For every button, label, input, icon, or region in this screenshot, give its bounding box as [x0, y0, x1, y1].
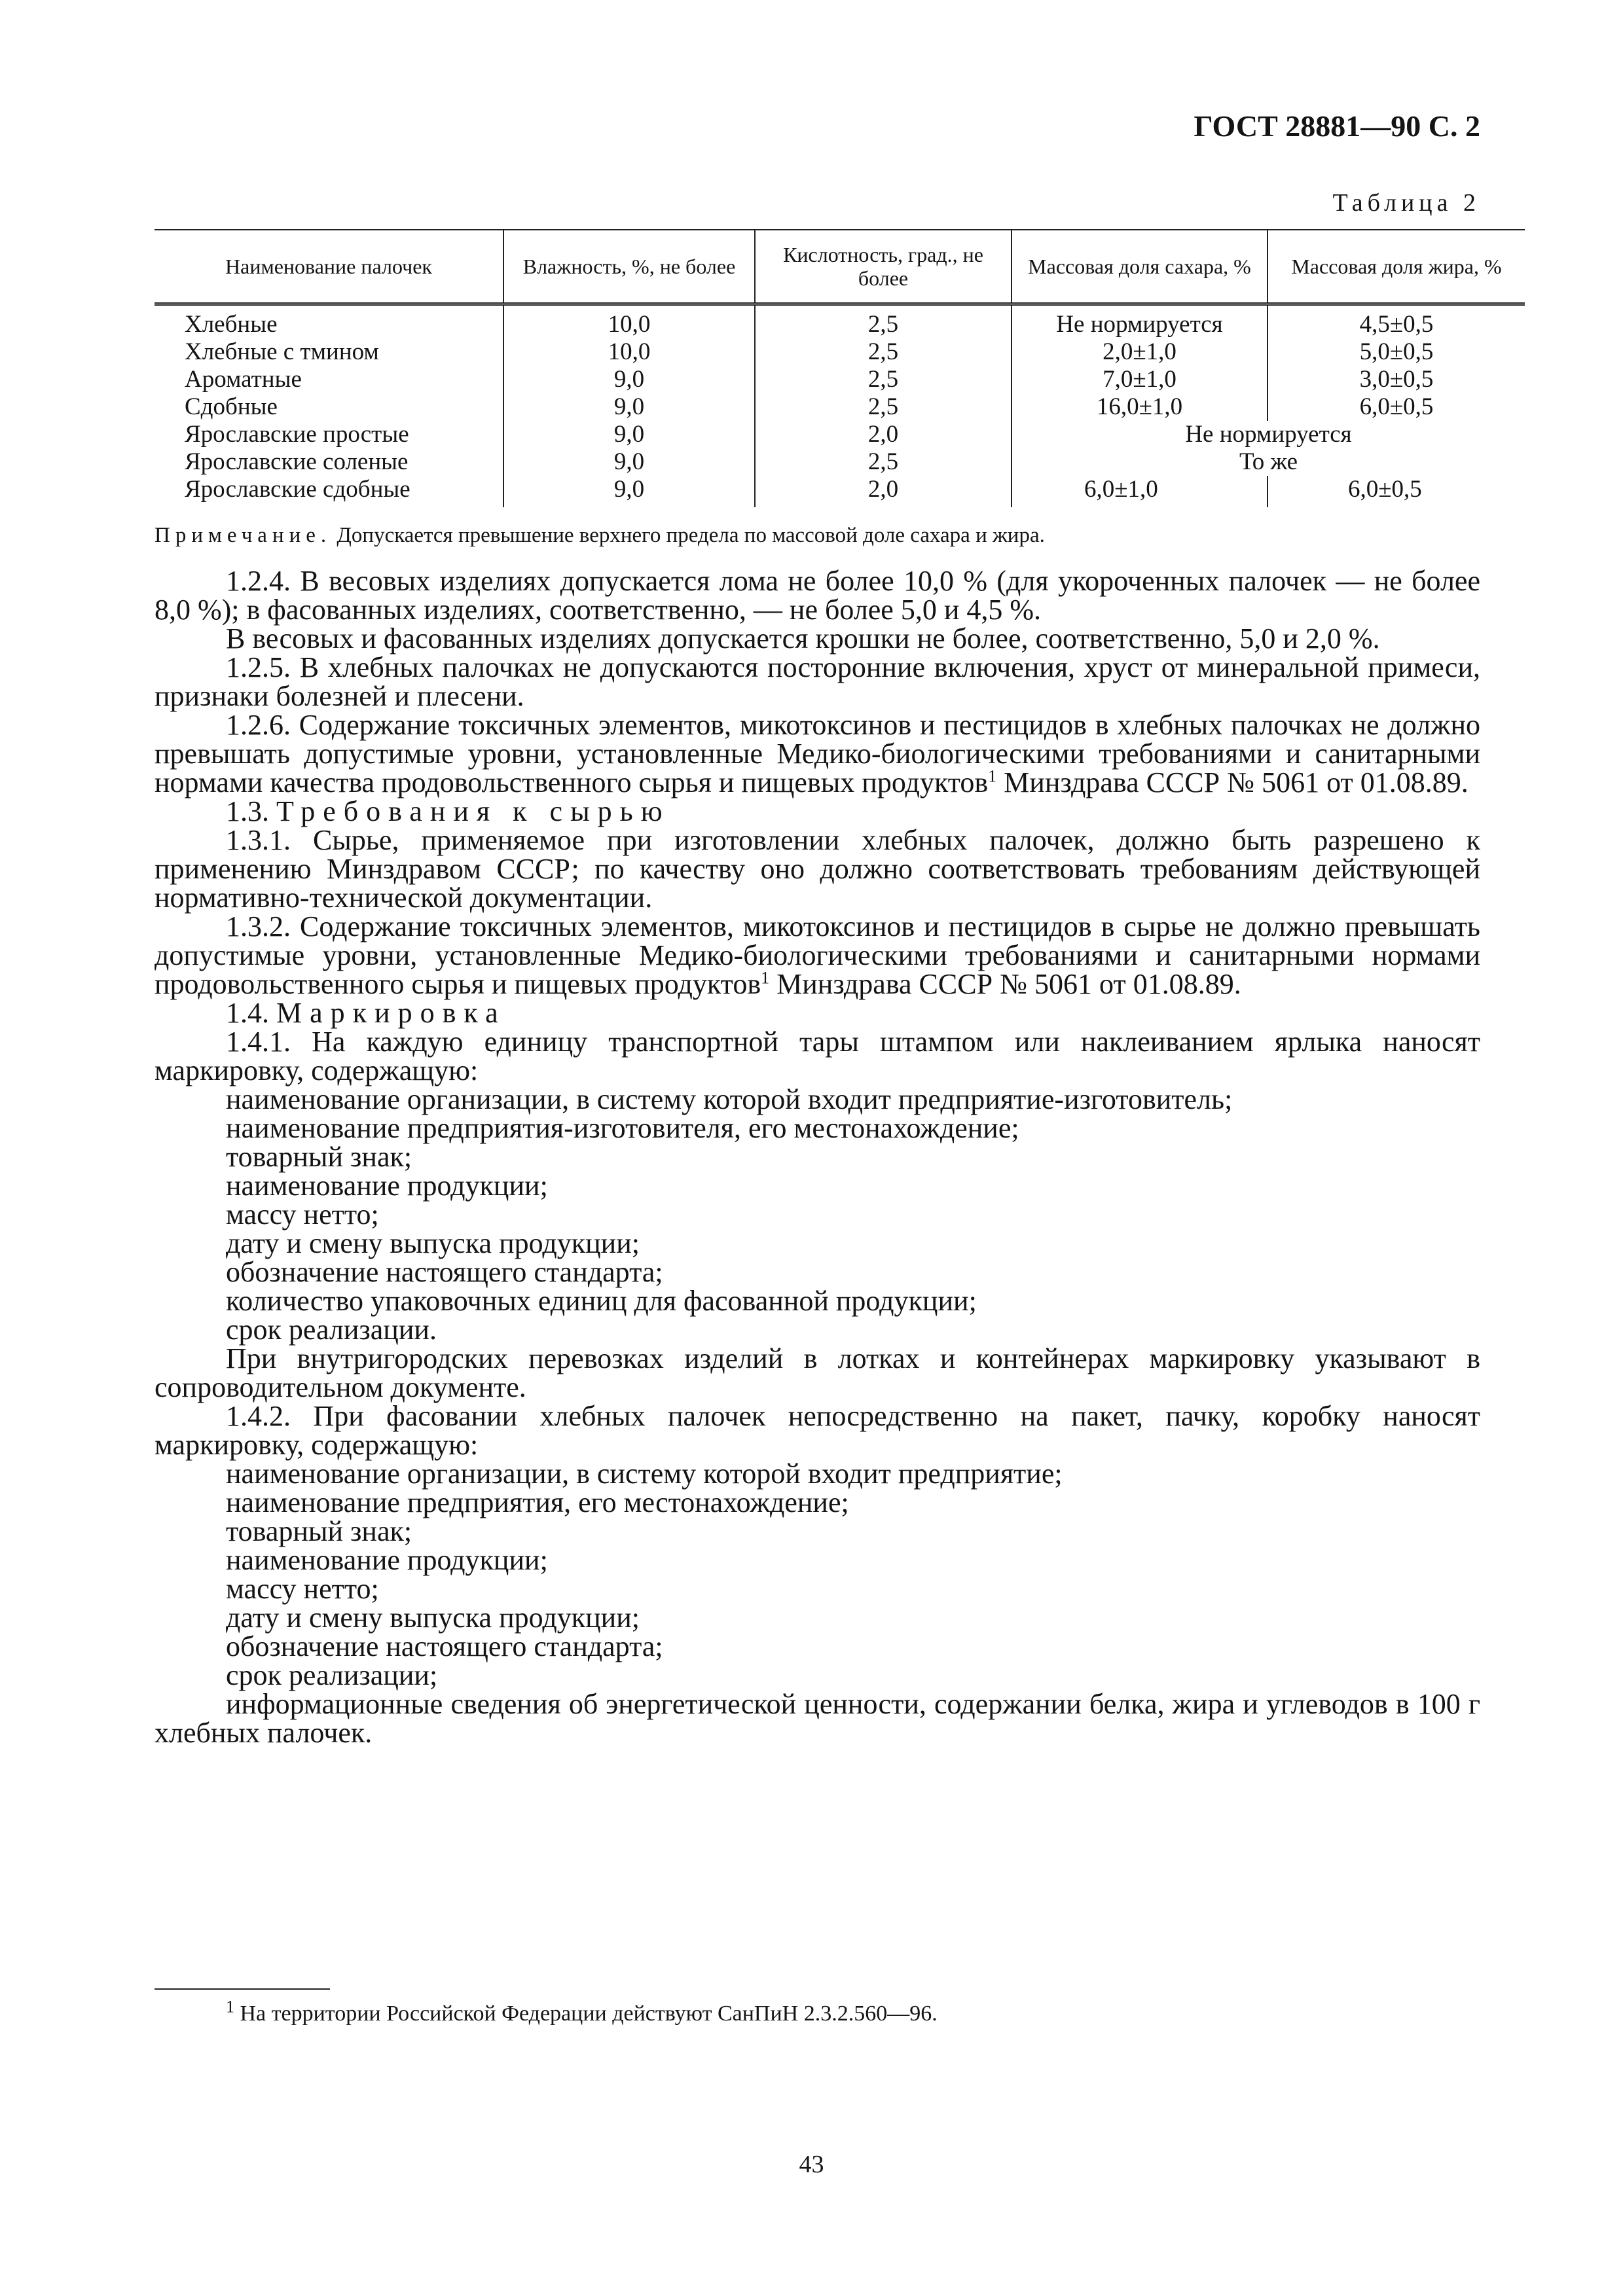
- cell-merged-sugar-fat: Не нормируется: [1012, 421, 1525, 448]
- list-item: дату и смену выпуска продукции;: [226, 1602, 640, 1634]
- column-header: Массовая доля жира, %: [1267, 230, 1525, 304]
- cell-moisture: 9,0: [503, 476, 755, 507]
- list-item: дату и смену выпуска продукции;: [226, 1227, 640, 1259]
- footnote: [226, 1997, 938, 2026]
- section-title: Маркировка: [276, 997, 506, 1029]
- table-note: [155, 524, 1045, 548]
- cell-acidity: 2,0: [755, 421, 1012, 448]
- table-row: [155, 393, 1525, 421]
- list-item: товарный знак;: [226, 1515, 412, 1547]
- cell-acidity: 2,5: [755, 366, 1012, 393]
- section-number: 1.4.: [226, 997, 269, 1029]
- footnote-text: На территории Российской Федерации действуют СанПиН 2.3.2.560—96.: [240, 2001, 938, 2026]
- cell-sugar: 7,0±1,0: [1012, 366, 1267, 393]
- cell-acidity: 2,5: [755, 338, 1012, 366]
- paragraph-1-2-6: [155, 711, 1480, 797]
- paragraph-1-4-1: 1.4.1. На каждую единицу транспортной тары штампом или наклеиванием ярлыка наносят маркировку, содержащую:: [155, 1026, 1480, 1086]
- data-table: [155, 229, 1525, 507]
- paragraph-text-end: Минздрава СССР № 5061 от 01.08.89.: [996, 766, 1468, 798]
- list-item: наименование организации, в систему которой входит предприятие-изготовитель;: [226, 1083, 1233, 1115]
- table-caption: Таблица 2: [1332, 189, 1480, 217]
- cell-fat: 6,0±0,5: [1267, 476, 1525, 507]
- list-item: наименование продукции;: [226, 1544, 548, 1576]
- cell-fat: 5,0±0,5: [1267, 338, 1525, 366]
- cell-moisture: 9,0: [503, 421, 755, 448]
- cell-fat: 4,5±0,5: [1267, 304, 1525, 339]
- cell-acidity: 2,5: [755, 304, 1012, 339]
- list-item: срок реализации;: [226, 1659, 438, 1691]
- cell-name: Ярославские соленые: [185, 448, 409, 475]
- paragraph-last: информационные сведения об энергетической ценности, содержании белка, жира и углеводов в 100 г хлебных палочек.: [155, 1688, 1480, 1749]
- list-item: наименование предприятия-изготовителя, его местонахождение;: [226, 1112, 1019, 1144]
- cell-moisture: 10,0: [503, 338, 755, 366]
- cell-acidity: 2,5: [755, 448, 1012, 476]
- list-item: товарный знак;: [226, 1141, 412, 1173]
- cell-merged-sugar-fat: То же: [1012, 448, 1525, 476]
- note-text: Допускается превышение верхнего предела по массовой доле сахара и жира.: [337, 524, 1045, 547]
- table-row: [155, 476, 1525, 507]
- list-item: наименование продукции;: [226, 1170, 548, 1202]
- paragraph-1-2-5: 1.2.5. В хлебных палочках не допускаются посторонние включения, хруст от минеральной примеси, признаки болезней и плесени.: [155, 651, 1480, 712]
- cell-name: Хлебные с тмином: [185, 338, 379, 365]
- footnote-ref: 1: [761, 968, 770, 988]
- paragraph-1-3-1: 1.3.1. Сырье, применяемое при изготовлении хлебных палочек, должно быть разрешено к применению Минздравом СССР; по качеству оно должно соответствовать требованиям действующей нормативно-технической документации.: [155, 824, 1480, 914]
- list-item: наименование организации, в систему которой входит предприятие;: [226, 1458, 1063, 1490]
- note-label: Примечание.: [155, 524, 332, 547]
- cell-name: Ярославские сдобные: [185, 476, 410, 503]
- cell-moisture: 9,0: [503, 393, 755, 421]
- table-row: [155, 366, 1525, 393]
- list-item: наименование предприятия, его местонахождение;: [226, 1486, 849, 1518]
- cell-moisture: 9,0: [503, 448, 755, 476]
- list-item: массу нетто;: [226, 1198, 379, 1230]
- cell-name: Ярославские простые: [185, 421, 409, 448]
- cell-moisture: 10,0: [503, 304, 755, 339]
- section-heading-1-4: [155, 999, 1480, 1028]
- cell-fat: 6,0±0,5: [1267, 393, 1525, 421]
- footnote-marker: 1: [226, 1997, 234, 2017]
- section-number: 1.3.: [226, 795, 269, 827]
- cell-fat: 3,0±0,5: [1267, 366, 1525, 393]
- paragraph-1-2-4b: В весовых и фасованных изделиях допускается крошки не более, соответственно, 5,0 и 2,0 %.: [226, 622, 1380, 655]
- cell-acidity: 2,5: [755, 393, 1012, 421]
- body-text: [155, 567, 1480, 1748]
- paragraph-1-4-2: 1.4.2. При фасовании хлебных палочек непосредственно на пакет, пачку, коробку наносят маркировку, содержащую:: [155, 1400, 1480, 1461]
- page-number: 43: [799, 2151, 824, 2178]
- footnote-ref: 1: [988, 766, 997, 786]
- column-header: Наименование палочек: [155, 230, 503, 304]
- list-item: срок реализации.: [226, 1314, 437, 1346]
- paragraph-1-2-4: 1.2.4. В весовых изделиях допускается лома не более 10,0 % (для укороченных палочек — не более 8,0 %); в фасованных изделиях, соответственно, — не более 5,0 и 4,5 %.: [155, 565, 1480, 626]
- cell-sugar: Не нормируется: [1012, 304, 1267, 339]
- cell-name: Хлебные: [185, 311, 278, 338]
- cell-name: Ароматные: [185, 366, 302, 393]
- cell-name: Сдобные: [185, 393, 278, 420]
- column-header: Кислотность, град., не более: [755, 230, 1012, 304]
- document-header: ГОСТ 28881—90 С. 2: [1194, 109, 1480, 143]
- list-item: обозначение настоящего стандарта;: [226, 1256, 663, 1288]
- section-title: Требования к сырью: [276, 795, 670, 827]
- paragraph-1-4-1b: При внутригородских перевозках изделий в лотках и контейнерах маркировку указывают в сопроводительном документе.: [155, 1342, 1480, 1403]
- cell-sugar: 6,0±1,0: [1012, 476, 1267, 507]
- cell-sugar: 16,0±1,0: [1012, 393, 1267, 421]
- table-row: [155, 421, 1525, 448]
- cell-moisture: 9,0: [503, 366, 755, 393]
- footnote-divider: [155, 1988, 330, 1990]
- paragraph-text: 1.3.2. Содержание токсичных элементов, микотоксинов и пестицидов в сырье не должно превышать допустимые уровни, установленные Медико-биологическими требованиями и санитарными нормами продовольственного сырья и пищевых продуктов: [155, 910, 1480, 1000]
- cell-sugar: 2,0±1,0: [1012, 338, 1267, 366]
- paragraph-text-end: Минздрава СССР № 5061 от 01.08.89.: [769, 968, 1241, 1000]
- cell-acidity: 2,0: [755, 476, 1012, 507]
- section-heading-1-3: [155, 797, 1480, 826]
- column-header: Влажность, %, не более: [503, 230, 755, 304]
- list-item: массу нетто;: [226, 1573, 379, 1605]
- table-row: [155, 338, 1525, 366]
- paragraph-text: 1.2.6. Содержание токсичных элементов, микотоксинов и пестицидов в хлебных палочках не должно превышать допустимые уровни, установленные Медико-биологическими требованиями и санитарными нормами качества продовольственного сырья и пищевых продуктов: [155, 709, 1480, 798]
- table-row: [155, 304, 1525, 339]
- list-item: обозначение настоящего стандарта;: [226, 1630, 663, 1662]
- column-header: Массовая доля сахара, %: [1012, 230, 1267, 304]
- table-row: [155, 448, 1525, 476]
- list-item: количество упаковочных единиц для фасованной продукции;: [226, 1285, 977, 1317]
- paragraph-1-3-2: [155, 912, 1480, 999]
- table-header-row: [155, 230, 1525, 304]
